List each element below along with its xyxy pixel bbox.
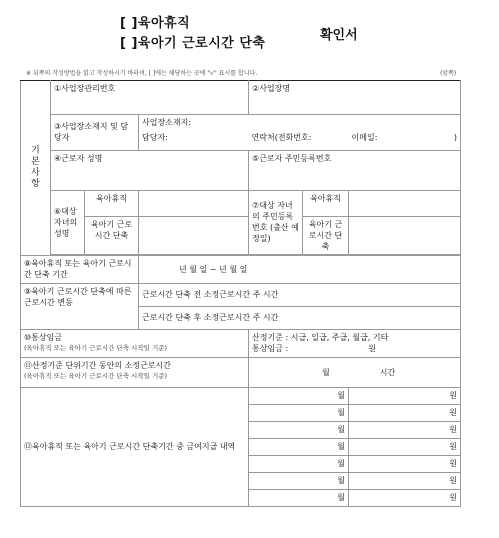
period-field[interactable]: 년 월 일 ~ 년 월 일 [139,255,461,283]
hours-change-label: ⑨육아기 근로시간 단축에 따른 근로시간 변동 [21,283,139,329]
payment-amount[interactable]: 원 [349,472,461,489]
payment-month[interactable]: 월 [249,404,349,421]
address-label: ③사업장소재지 및 담당자 [51,115,139,151]
payment-amount[interactable]: 원 [349,421,461,438]
payment-month[interactable]: 월 [249,455,349,472]
contact-field[interactable]: 연락처(전화번호: [249,130,349,150]
page-side-label: (앞쪽) [440,70,457,77]
period-label: ⑧육아휴직 또는 육아기 근로시간 단축 기간 [21,255,139,283]
child-rrn-reduction-field[interactable] [349,216,461,254]
email-field[interactable]: 이메일: ) [349,130,461,150]
worker-name-field[interactable]: ④근로자 성명 [51,150,249,190]
instruction-note: ※ 뒤쪽의 작성방법을 읽고 작성하시기 바라며, [ ]에는 해당하는 곳에 "√" 표시를 합니다. [26,70,258,77]
child-leave-label: 육아휴직 [85,190,139,216]
form-title-leave: [ ]육아휴직 [120,16,191,31]
form-title-confirmation: 확인서 [320,28,358,43]
payment-month[interactable]: 월 [249,421,349,438]
payments-label: ⑫육아휴직 또는 육아기 근로시간 단축기간 중 금여지급 내역 [21,387,249,506]
child-rrn-reduction-label: 육아기 근로시간 단축 [303,216,349,254]
child-reduction-name-field[interactable] [139,216,249,254]
payment-month[interactable]: 월 [249,387,349,404]
payment-month[interactable]: 월 [249,438,349,455]
form-title-reduction: [ ]육아기 근로시간 단축 [120,36,266,51]
confirmation-form-table [20,80,461,507]
payment-amount[interactable]: 원 [349,455,461,472]
child-reduction-label: 육아기 근로시간 단축 [85,216,139,254]
wage-label: ⑩통상임금 (육아휴직 또는 육아기 근로시간 단축 시작일 기준) [21,329,249,357]
wage-field[interactable]: 산정기준 : 시급, 일급, 주급, 월급, 기타 통상임금 : 원 [249,329,461,357]
hours-before-field[interactable]: 근로시간 단축 전 소정근로시간 주 시간 [139,283,461,306]
payment-month[interactable]: 월 [249,472,349,489]
clipped-bottom-text [40,532,460,538]
address-field[interactable]: 사업장소재지: [139,115,461,131]
target-child-label: ⑥대상 자녀의 성명 [51,190,85,254]
child-rrn-leave-label: 육아휴직 [303,190,349,216]
child-rrn-leave-field[interactable] [349,190,461,216]
payment-amount[interactable]: 원 [349,438,461,455]
payment-amount[interactable]: 원 [349,404,461,421]
unit-hours-label: ⑪산정기준 단위기간 동안의 소정근로시간 (육아휴직 또는 육아기 근로시간 단축 시작일 기준) [21,357,249,387]
child-rrn-label: ⑦대상 자녀의 주민등록번호 (출산 예정일) [249,190,303,254]
child-leave-name-field[interactable] [139,190,249,216]
payment-month[interactable]: 월 [249,489,349,506]
payment-amount[interactable]: 원 [349,489,461,506]
manager-field[interactable]: 담당자: [139,130,249,150]
unit-hours-field[interactable]: 월 시간 [249,357,461,387]
clipped-top-text [40,0,460,6]
business-name-field[interactable]: ②사업장명 [249,81,461,115]
worker-rrn-field[interactable]: ⑤근로자 주민등록번호 [249,150,461,190]
business-no-field[interactable]: ①사업장관리번호 [51,81,249,115]
payment-amount[interactable]: 원 [349,387,461,404]
basic-info-section-label: 기 본 사 항 [21,81,51,256]
hours-after-field[interactable]: 근로시간 단축 후 소정근로시간 주 시간 [139,306,461,329]
